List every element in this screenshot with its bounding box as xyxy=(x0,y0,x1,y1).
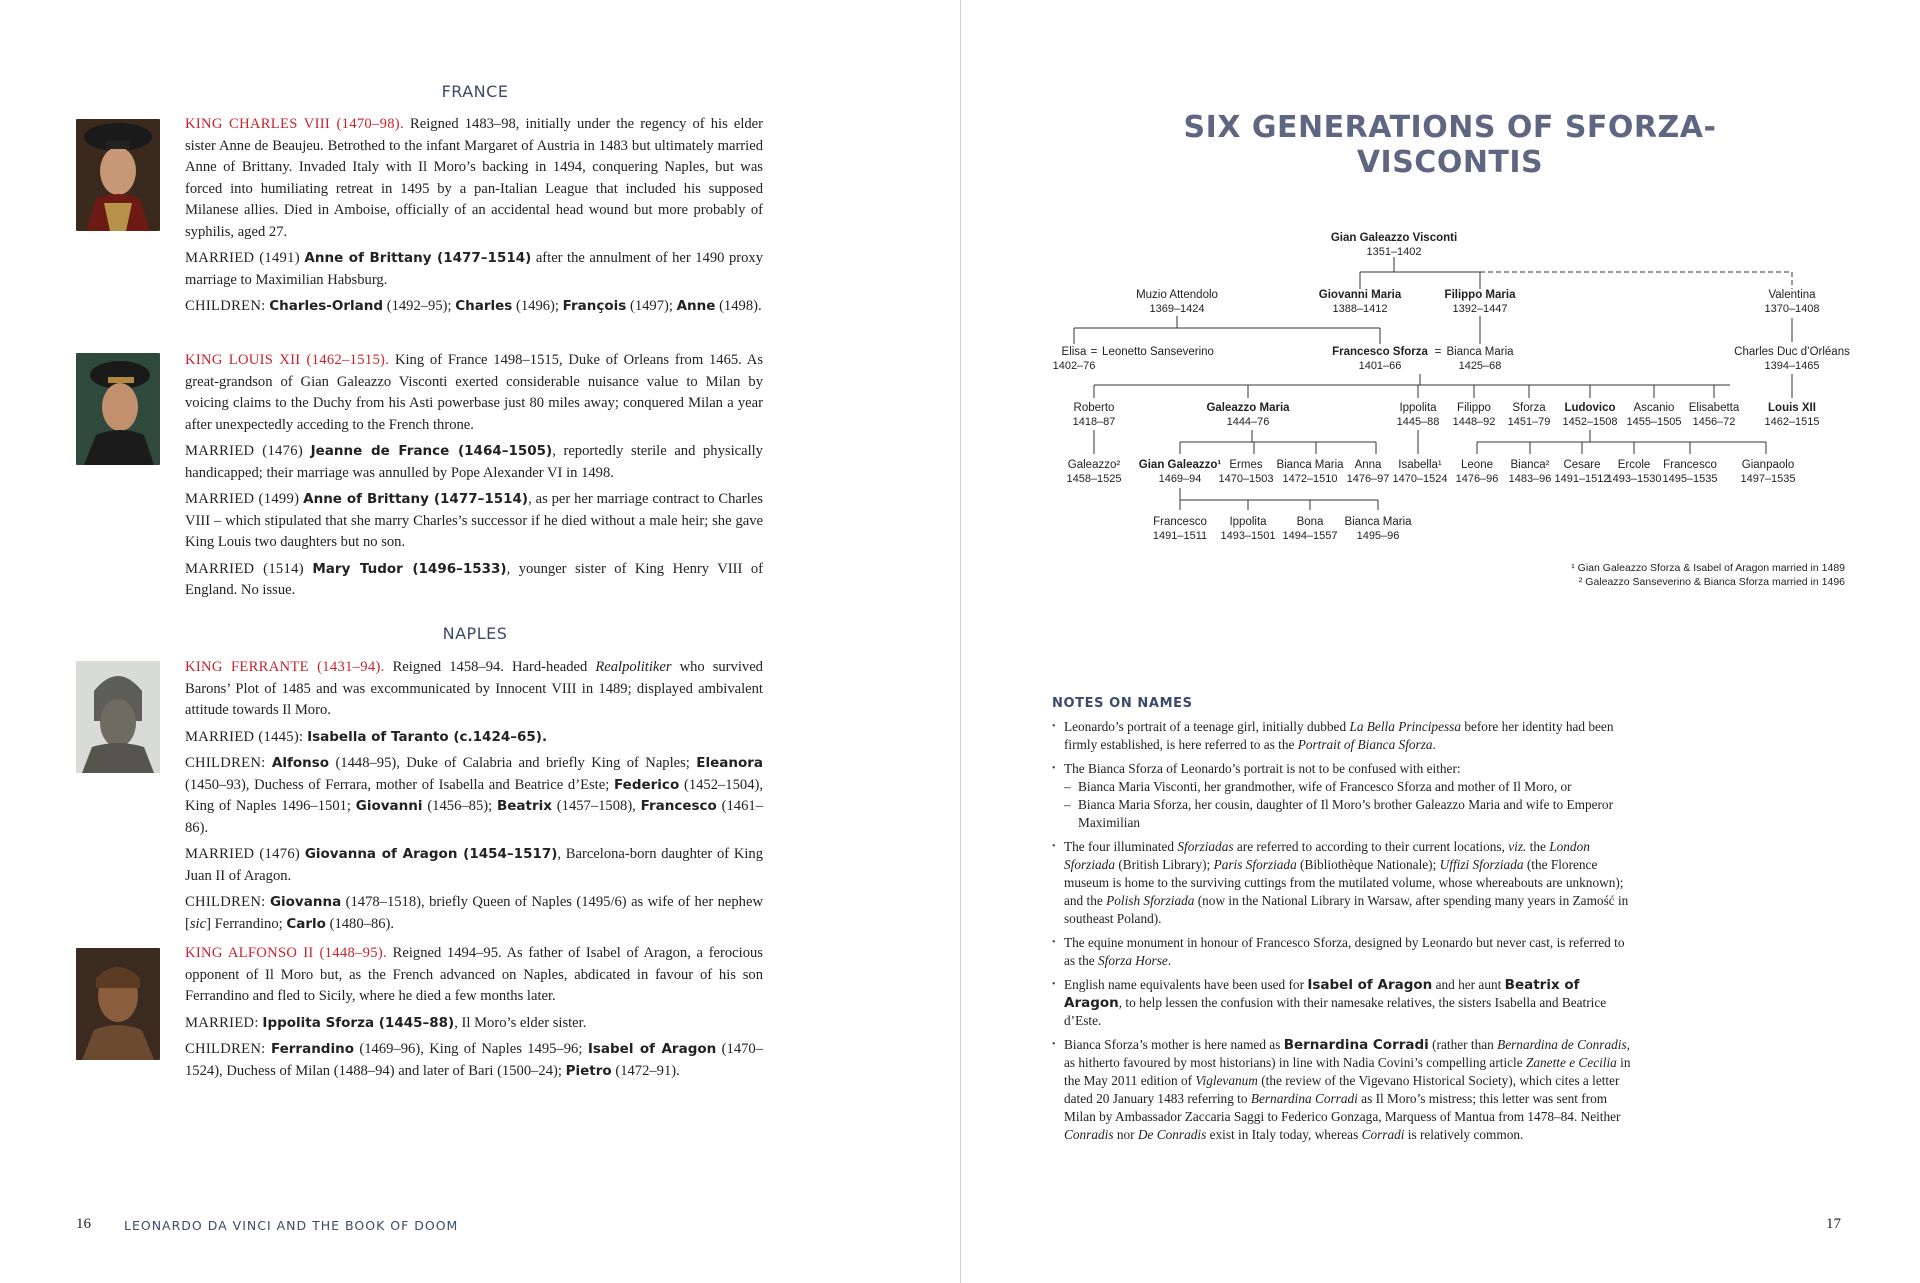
tree-node-gian-galeazzo: Gian Galeazzo¹ 1469–94 xyxy=(1138,459,1222,485)
tree-node-elisabetta: Elisabetta 1456–72 xyxy=(1688,402,1740,428)
louis-xii-entry: KING LOUIS XII (1462–1515). King of France 1498–1515, Duke of Orleans from 1465. As great-grandson of Gian Galeazzo Visconti exerted considerable nuisance value to Milan by voicing claims to the Duchy from his Asti powerbase just 80 miles away; conquered Milan a year after unexpectedly acceding to the French throne. MARRIED (1476) Jeanne de France (1464–1505), reportedly sterile and physically handicapped; their marriage was annulled by Pope Alexander VI in 1498. MARRIED (1499) Anne of Brittany (1477–1514), as per her marriage contract to Charles VIII – which stipulated that she marry Charles’s successor if he died without a male heir; she gave King Louis two daughters but no son. MARRIED (1514) Mary Tudor (1496–1533), younger sister of King Henry VIII of England. No issue. xyxy=(185,352,764,598)
tree-node-ippolita-gg: Ippolita 1493–1501 xyxy=(1220,516,1276,542)
tree-node-elisa: Elisa 1402–76 xyxy=(1052,346,1096,372)
tree-marriage-sign-1: = xyxy=(1090,346,1098,358)
tree-node-ludovico: Ludovico 1452–1508 xyxy=(1562,402,1618,428)
alfonso-ii-entry: KING ALFONSO II (1448–95). Reigned 1494–95. As father of Isabel of Aragon, a ferocious opponent of Il Moro but, as the French advanced on Naples, abdicated in favour of his son Ferrandino and fled to Sicily, where he died a few months later. MARRIED: Ippolita Sforza (1445–88), Il Moro’s elder sister. CHILDREN: Ferrandino (1469–96), King of Naples 1495–96; Isabel of Aragon (1470–1524), Duchess of Milan (1488–94) and later of Bari (1500–24); Pietro (1472–91). xyxy=(185,945,764,1079)
tree-node-ascanio: Ascanio 1455–1505 xyxy=(1626,402,1682,428)
tree-marriage-sign-2: = xyxy=(1434,346,1442,358)
notes-heading: NOTES ON NAMES xyxy=(1052,696,1193,711)
tree-node-charles-orleans: Charles Duc d’Orléans 1394–1465 xyxy=(1734,346,1850,372)
tree-node-bianca-sforza: Bianca² 1483–96 xyxy=(1508,459,1552,485)
ferrante-name: KING FERRANTE (1431–94). xyxy=(185,659,385,675)
tree-node-valentina: Valentina 1370–1408 xyxy=(1764,289,1820,315)
tree-node-filippo-maria: Filippo Maria 1392–1447 xyxy=(1444,289,1516,315)
tree-node-filippo: Filippo 1448–92 xyxy=(1452,402,1496,428)
page-number-left: 16 xyxy=(76,1216,91,1232)
tree-node-francesco-ludovico: Francesco 1495–1535 xyxy=(1662,459,1718,485)
naples-heading: NAPLES xyxy=(442,624,508,643)
tree-node-bianca-maria-gg: Bianca Maria 1495–96 xyxy=(1344,516,1412,542)
note-item: • The four illuminated Sforziadas are referred to according to their current locations, viz. the London Sforziada (British Library); Paris Sforziada (Bibliothèque Nationale); Uffizi Sforziada (the Florence museum is home to the surviving cuttings from the mutilated volume, whose whereabouts are unknown); and the Polish Sforziada (now in the National Library in Warsaw, after spending many years in Zamość in southeast Poland). xyxy=(1052,839,1629,926)
tree-node-ermes: Ermes 1470–1503 xyxy=(1218,459,1274,485)
tree-node-leone: Leone 1476–96 xyxy=(1455,459,1499,485)
charles-viii-entry: KING CHARLES VIII (1470–98). Reigned 1483–98, initially under the regency of his elder sister Anne de Beaujeu. Betrothed to the infant Margaret of Austria in 1483 but ultimately married Anne of Brittany. Invaded Italy with Il Moro’s backing in 1494, conquering Naples, but was forced into humiliating retreat in 1495 by a pan-Italian League that included his supposed Milanese allies. Died in Amboise, officially of an accidental head wound but more probably of syphilis, aged 27. MARRIED (1491) Anne of Brittany (1477–1514) after the annulment of her 1490 proxy marriage to Maximilian Habsburg. CHILDREN: Charles-Orland (1492–95); Charles (1496); François (1497); Anne (1498). xyxy=(185,116,764,314)
tree-node-roberto: Roberto 1418–87 xyxy=(1072,402,1116,428)
tree-footnote-1: ¹ Gian Galeazzo Sforza & Isabel of Aragon married in 1489 xyxy=(1571,562,1845,574)
note-item: • Leonardo’s portrait of a teenage girl, initially dubbed La Bella Principessa before her identity had been firmly established, is here referred to as the Portrait of Bianca Sforza. xyxy=(1052,719,1614,752)
running-head: LEONARDO DA VINCI AND THE BOOK OF DOOM xyxy=(124,1218,459,1233)
tree-node-louis-xii: Louis XII 1462–1515 xyxy=(1764,402,1820,428)
tree-node-isabella: Isabella¹ 1470–1524 xyxy=(1392,459,1448,485)
tree-node-francesco-sforza: Francesco Sforza 1401–66 xyxy=(1332,346,1428,372)
charles-viii-name: KING CHARLES VIII (1470–98). xyxy=(185,116,404,132)
tree-node-bianca-maria-sforza: Bianca Maria 1472–1510 xyxy=(1276,459,1344,485)
tree-node-francesco-gg: Francesco 1491–1511 xyxy=(1152,516,1208,542)
tree-node-ippolita: Ippolita 1445–88 xyxy=(1396,402,1440,428)
tree-node-gianpaolo: Gianpaolo 1497–1535 xyxy=(1740,459,1796,485)
note-item: • The Bianca Sforza of Leonardo’s portrait is not to be confused with either: – Bianca Maria Visconti, her grandmother, wife of Francesco Sforza and mother of Il Moro, or – Bianca Maria Sforza, her cousin, daughter of Il Moro’s brother Galeazzo Maria and wife to Emperor Maximilian xyxy=(1052,761,1613,830)
tree-node-muzio-attendolo: Muzio Attendolo 1369–1424 xyxy=(1136,289,1218,315)
ferrante-portrait xyxy=(76,661,160,773)
tree-node-bona: Bona 1494–1557 xyxy=(1282,516,1338,542)
tree-node-sforza: Sforza 1451–79 xyxy=(1507,402,1551,428)
charles-viii-portrait xyxy=(76,119,160,231)
ferrante-entry: KING FERRANTE (1431–94). Reigned 1458–94. Hard-headed Realpolitiker who survived Barons’ Plot of 1485 and was excommunicated by Innocent VIII in 1489; displayed ambivalent attitude towards Il Moro. MARRIED (1445): Isabella of Taranto (c.1424–65). CHILDREN: Alfonso (1448–95), Duke of Calabria and briefly King of Naples; Eleanora (1450–93), Duchess of Ferrara, mother of Isabella and Beatrice d’Este; Federico (1452–1504), King of Naples 1496–1501; Giovanni (1456–85); Beatrix (1457–1508), Francesco (1461–86). MARRIED (1476) Giovanna of Aragon (1454–1517), Barcelona-born daughter of King Juan II of Aragon. CHILDREN: Giovanna (1478–1518), briefly Queen of Naples (1495/6) as wife of her nephew [sic] Ferrandino; Carlo (1480–86). xyxy=(185,659,764,932)
spread-gutter xyxy=(960,0,961,1283)
tree-node-leonetto: Leonetto Sanseverino xyxy=(1102,346,1214,358)
notes-list xyxy=(1052,718,1632,1150)
france-heading: FRANCE xyxy=(441,82,509,101)
tree-node-cesare: Cesare 1491–1512 xyxy=(1554,459,1610,485)
note-item: • English name equivalents have been used for Isabel of Aragon and her aunt Beatrix of Aragon, to help lessen the confusion with their namesake relatives, the sisters Isabella and Beatrice d’Este. xyxy=(1052,977,1607,1028)
tree-node-giovanni-maria: Giovanni Maria 1388–1412 xyxy=(1318,289,1402,315)
louis-xii-name: KING LOUIS XII (1462–1515). xyxy=(185,352,390,368)
page-number-right: 17 xyxy=(1826,1216,1841,1232)
alfonso-ii-portrait xyxy=(76,948,160,1060)
page-title: SIX GENERATIONS OF SFORZA-VISCONTIS xyxy=(1183,110,1717,180)
tree-node-galeazzo-maria: Galeazzo Maria 1444–76 xyxy=(1206,402,1290,428)
louis-xii-portrait xyxy=(76,353,160,465)
tree-node-galeazzo-sanseverino: Galeazzo² 1458–1525 xyxy=(1066,459,1122,485)
tree-node-gian-galeazzo-visconti: Gian Galeazzo Visconti 1351–1402 xyxy=(1330,232,1458,258)
tree-node-anna: Anna 1476–97 xyxy=(1346,459,1390,485)
tree-footnote-2: ² Galeazzo Sanseverino & Bianca Sforza married in 1496 xyxy=(1578,576,1845,588)
tree-node-ercole: Ercole 1493–1530 xyxy=(1606,459,1662,485)
tree-node-bianca-maria-visconti: Bianca Maria 1425–68 xyxy=(1446,346,1514,372)
alfonso-ii-name: KING ALFONSO II (1448–95). xyxy=(185,945,387,961)
note-item: • The equine monument in honour of Francesco Sforza, designed by Leonardo but never cast, is referred to as the Sforza Horse. xyxy=(1052,935,1625,968)
note-item: • Bianca Sforza’s mother is here named as Bernardina Corradi (rather than Bernardina de Conradis, as hitherto favoured by most historians) in line with Nadia Covini’s compelling article Zanette e Cecilia in the May 2011 edition of Viglevanum (the review of the Vigevano Historical Society), which cites a letter dated 20 January 1483 referring to Bernardina Corradi as Il Moro’s mistress; this letter was sent from Milan by Ambassador Zaccaria Saggi to Federico Gonzaga, Marquess of Mantua from 1478–84. Neither Conradis nor De Conradis exist in Italy today, whereas Corradi is relatively common. xyxy=(1052,1037,1631,1142)
